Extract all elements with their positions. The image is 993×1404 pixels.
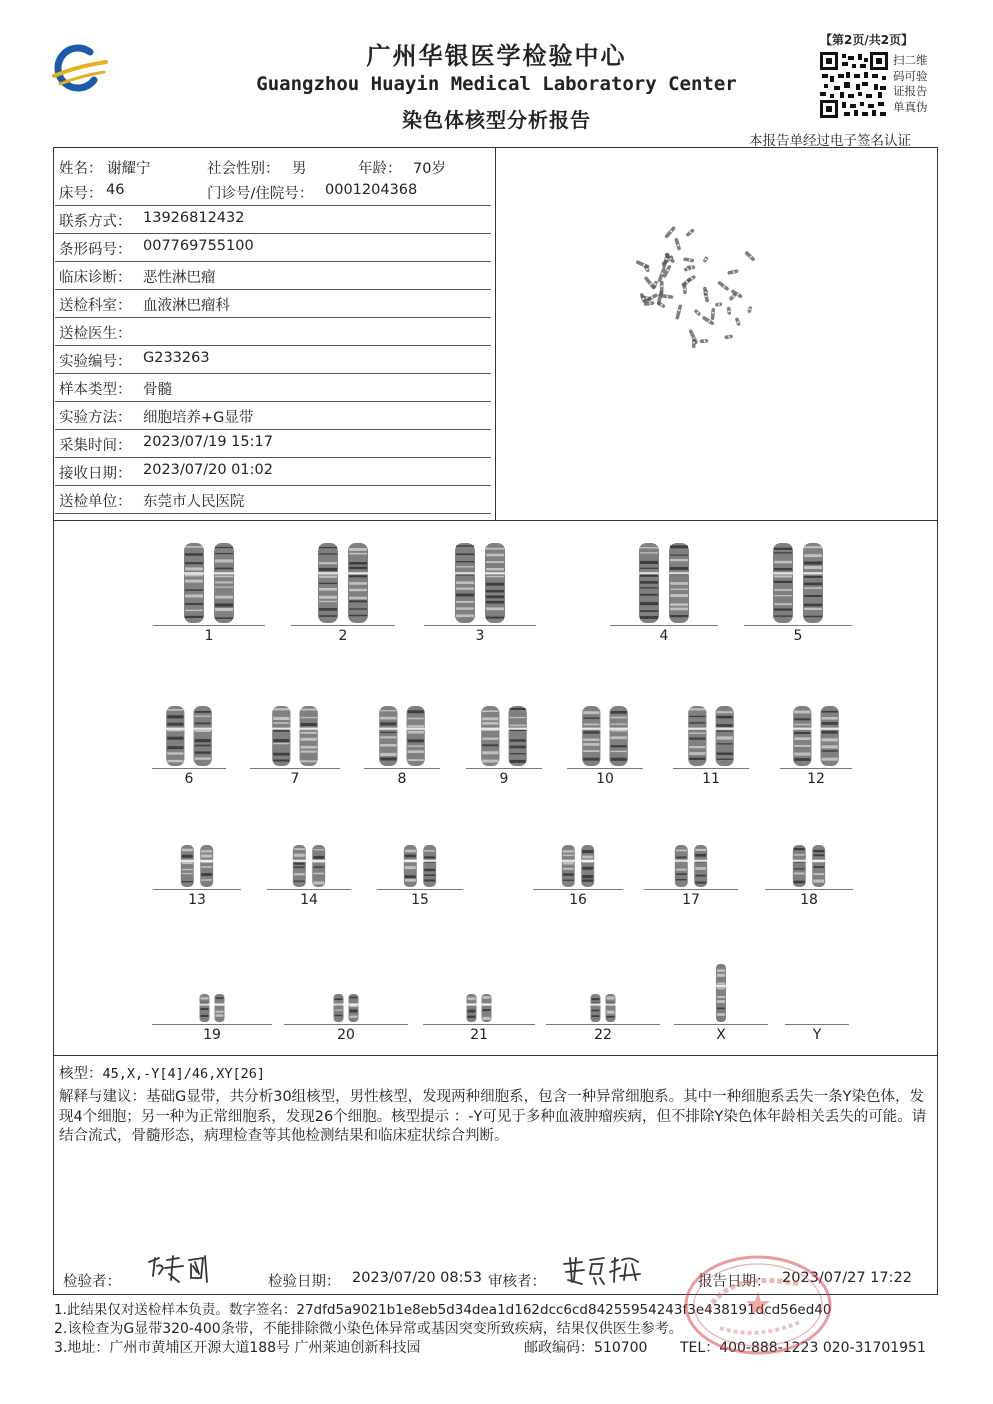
field-value: 血液淋巴瘤科: [143, 298, 230, 314]
chromosome-number: 21: [470, 1027, 488, 1043]
chromosome-number: 2: [338, 628, 348, 644]
row-line: [55, 429, 491, 430]
metaphase-chromosome: [747, 306, 752, 313]
row-line: [55, 485, 491, 486]
patient-age: 70岁: [413, 161, 446, 177]
chromosome-pair-18: [769, 843, 849, 887]
reviewer-label: 审核者：: [488, 1274, 546, 1290]
karyogram-baseline: [533, 889, 623, 890]
row-line: [55, 373, 491, 374]
karyogram-baseline: [152, 1024, 272, 1025]
chromosome-pair-1: [169, 541, 249, 623]
chromosome-number: 15: [411, 892, 429, 908]
row-line: [55, 289, 491, 290]
reviewer-signature: [560, 1252, 645, 1288]
interpretation-label: 解释与建议：: [59, 1089, 146, 1105]
karyogram-baseline: [546, 1024, 660, 1025]
chromosome-pair-8: [364, 704, 440, 766]
metaphase-chromosome: [735, 317, 741, 326]
karyogram-baseline: [267, 889, 351, 890]
field-label: 采集时间：: [59, 438, 132, 454]
chromosome-number: 3: [475, 628, 485, 644]
exam-date: 2023/07/20 08:53: [352, 1270, 482, 1286]
field-value: 骨髓: [143, 382, 172, 398]
chromosome-number: 11: [702, 771, 720, 787]
chromosome-number: 7: [290, 771, 300, 787]
chromosome-number: 18: [800, 892, 818, 908]
karyogram-baseline: [284, 1024, 408, 1025]
qr-text-line: 码可验: [893, 68, 928, 83]
esign-note: 本报告单经过电子签名认证: [749, 133, 911, 149]
chromosome-number: 19: [203, 1027, 221, 1043]
chromosome-pair-X: [681, 962, 761, 1022]
karyogram-baseline: [674, 1024, 768, 1025]
karyogram-baseline: [152, 768, 226, 769]
metaphase-chromosome: [685, 228, 695, 237]
field-label: 送检医生：: [59, 326, 132, 342]
chromosome-number: Y: [812, 1027, 822, 1043]
page-indicator: 【第2页/共2页】: [820, 33, 914, 47]
section-divider: [53, 520, 938, 521]
karyogram-baseline: [673, 768, 749, 769]
chromosome-number: 20: [337, 1027, 355, 1043]
field-label: 实验方法：: [59, 410, 132, 426]
chromosome-pair-10: [567, 704, 643, 766]
karyogram-baseline: [377, 889, 463, 890]
interpretation: [59, 1088, 929, 1147]
field-value: 恶性淋巴瘤: [143, 270, 216, 286]
field-value: 007769755100: [143, 238, 254, 254]
metaphase-chromosome: [727, 307, 732, 315]
field-label: 条形码号：: [59, 242, 132, 258]
karyotype-label: 核型：: [59, 1066, 103, 1082]
clinic-label: 门诊号/住院号：: [207, 186, 314, 202]
chromosome-pair-5: [758, 541, 838, 623]
report-title: 染色体核型分析报告: [402, 108, 591, 132]
chromosome-number: 1: [204, 628, 214, 644]
metaphase-chromosome: [635, 260, 650, 269]
field-value: 2023/07/20 01:02: [143, 462, 273, 478]
qr-verify-text: [893, 53, 943, 115]
chromosome-number: 16: [569, 892, 587, 908]
karyogram-baseline: [250, 768, 340, 769]
chromosome-pair-9: [466, 704, 542, 766]
metaphase-chromosome: [675, 304, 682, 320]
report-date-label: 报告日期：: [698, 1274, 771, 1290]
chromosome-number: 12: [807, 771, 825, 787]
karyogram-baseline: [644, 889, 738, 890]
chromosome-pair-7: [255, 704, 335, 766]
section-divider: [53, 1055, 938, 1056]
chromosome-pair-16: [538, 843, 618, 887]
field-value: 细胞培养+G显带: [143, 410, 254, 426]
chromosome-number: 13: [188, 892, 206, 908]
qr-text-line: 证报告: [893, 84, 928, 98]
report-date: 2023/07/27 17:22: [782, 1270, 912, 1286]
chromosome-pair-3: [440, 541, 520, 623]
chromosome-pair-13: [157, 843, 237, 887]
row-line: [55, 345, 491, 346]
metaphase-chromosome: [694, 309, 702, 317]
chromosome-number: 14: [300, 892, 318, 908]
metaphase-chromosome: [703, 256, 709, 263]
metaphase-chromosome: [700, 339, 709, 343]
chromosome-number: X: [716, 1027, 726, 1043]
qr-code-icon[interactable]: [820, 52, 888, 118]
field-label: 样本类型：: [59, 382, 132, 398]
chromosome-pair-19: [172, 992, 252, 1022]
chromosome-pair-22: [563, 992, 643, 1022]
karyotype-result: [59, 1062, 265, 1083]
bed-number: 46: [106, 182, 125, 198]
metaphase-chromosome: [715, 302, 722, 307]
karyogram-baseline: [780, 768, 852, 769]
patient-gender: 男: [292, 161, 307, 177]
footer-address: 3.地址：广州市黄埔区开源大道188号 广州莱迪创新科技园: [54, 1340, 421, 1356]
field-label: 送检单位：: [59, 494, 132, 510]
clinic-number: 0001204368: [325, 182, 418, 198]
metaphase-chromosome: [674, 237, 681, 250]
field-value: G233263: [143, 350, 210, 366]
chromosome-number: 9: [499, 771, 509, 787]
footer-tel: TEL：400-888-1223 020-31701951: [680, 1340, 926, 1356]
metaphase-chromosome: [727, 269, 739, 275]
chromosome-pair-17: [651, 843, 731, 887]
metaphase-chromosome: [683, 257, 694, 262]
field-label: 实验编号：: [59, 354, 132, 370]
patient-age-label: 年龄：: [358, 161, 402, 177]
karyogram-baseline: [765, 889, 853, 890]
lab-seal-stamp: [680, 1250, 835, 1360]
karyogram-baseline: [423, 1024, 535, 1025]
row-line: [55, 233, 491, 234]
footer-line-1: 1.此结果仅对送检样本负责。数字签名：27dfd5a9021b1e8eb5d34dea1d162dcc6cd84255954243f3e438191dcd56ed40: [54, 1302, 832, 1318]
karyogram-baseline: [466, 768, 542, 769]
metaphase-chromosome: [717, 280, 730, 291]
chromosome-number: 17: [682, 892, 700, 908]
metaphase-chromosome: [711, 308, 716, 320]
chromosome-number: 5: [793, 628, 803, 644]
karyogram-baseline: [567, 768, 643, 769]
chromosome-pair-4: [624, 541, 704, 623]
examiner-signature: [145, 1252, 215, 1288]
bed-label: 床号：: [59, 186, 103, 202]
karyogram-baseline: [744, 625, 852, 626]
row-line: [55, 205, 491, 206]
metaphase-chromosome: [664, 226, 676, 239]
field-value: 东莞市人民医院: [143, 494, 245, 510]
field-label: 接收日期：: [59, 466, 132, 482]
field-label: 送检科室：: [59, 298, 132, 314]
field-value: 2023/07/19 15:17: [143, 434, 273, 450]
metaphase-image: [625, 210, 775, 360]
field-value: 13926812432: [143, 210, 245, 226]
footer-postcode: 邮政编码：510700: [524, 1340, 648, 1356]
karyogram-baseline: [153, 625, 265, 626]
exam-date-label: 检验日期：: [268, 1274, 341, 1290]
chromosome-pair-12: [780, 704, 852, 766]
field-label: 临床诊断：: [59, 270, 132, 286]
metaphase-chromosome: [724, 334, 733, 339]
metaphase-chromosome: [656, 301, 665, 309]
karyogram-baseline: [291, 625, 395, 626]
patient-name: 谢耀宁: [107, 161, 151, 177]
metaphase-chromosome: [660, 281, 664, 295]
karyogram-baseline: [785, 1024, 849, 1025]
footer-line-2: 2.该检查为G显带320-400条带，不能排除微小染色体异常或基因突变所致疾病，结果仅供医生参考。: [54, 1321, 683, 1337]
info-divider: [495, 147, 496, 520]
chromosome-pair-6: [152, 704, 226, 766]
karyogram-baseline: [364, 768, 440, 769]
lab-title-en: Guangzhou Huayin Medical Laboratory Center: [256, 73, 737, 95]
chromosome-pair-15: [380, 843, 460, 887]
patient-name-label: 姓名：: [59, 161, 103, 177]
chromosome-pair-21: [439, 992, 519, 1022]
chromosome-number: 6: [184, 771, 194, 787]
metaphase-chromosome: [692, 338, 696, 348]
chromosome-pair-11: [673, 704, 749, 766]
row-line: [55, 317, 491, 318]
row-line: [55, 513, 491, 514]
karyogram-baseline: [424, 625, 536, 626]
chromosome-number: 22: [594, 1027, 612, 1043]
karyotype-value: 45,X,-Y[4]/46,XY[26]: [102, 1066, 266, 1082]
qr-text-line: 单真伪: [893, 99, 928, 114]
chromosome-number: 10: [596, 771, 614, 787]
row-line: [55, 261, 491, 262]
chromosome-pair-20: [306, 992, 386, 1022]
field-label: 联系方式：: [59, 214, 132, 230]
interpretation-text: 基础G显带，共分析30组核型，男性核型，发现两种细胞系，包含一种异常细胞系。其中一种细胞系丢失一条Y染色体，发现4个细胞；另一种为正常细胞系，发现26个细胞。核型提示 ：-Y可见于多种血液肿瘤疾病，但不排除Y染色体年龄相关丢失的可能。请结合流式，骨髓形态，病理检查等其他检测结果和临床症状综合判断。: [59, 1089, 927, 1144]
patient-gender-label: 社会性别：: [207, 161, 280, 177]
chromosome-number: 8: [397, 771, 407, 787]
chromosome-pair-14: [269, 843, 349, 887]
row-line: [55, 457, 491, 458]
row-line: [55, 401, 491, 402]
chromosome-number: 4: [659, 628, 669, 644]
examiner-label: 检验者：: [63, 1274, 121, 1290]
karyogram-baseline: [610, 625, 718, 626]
lab-title-cn: 广州华银医学检验中心: [366, 42, 627, 70]
karyogram-baseline: [153, 889, 241, 890]
qr-text-line: 扫二维: [893, 53, 928, 67]
metaphase-chromosome: [744, 250, 755, 261]
chromosome-pair-2: [303, 541, 383, 623]
